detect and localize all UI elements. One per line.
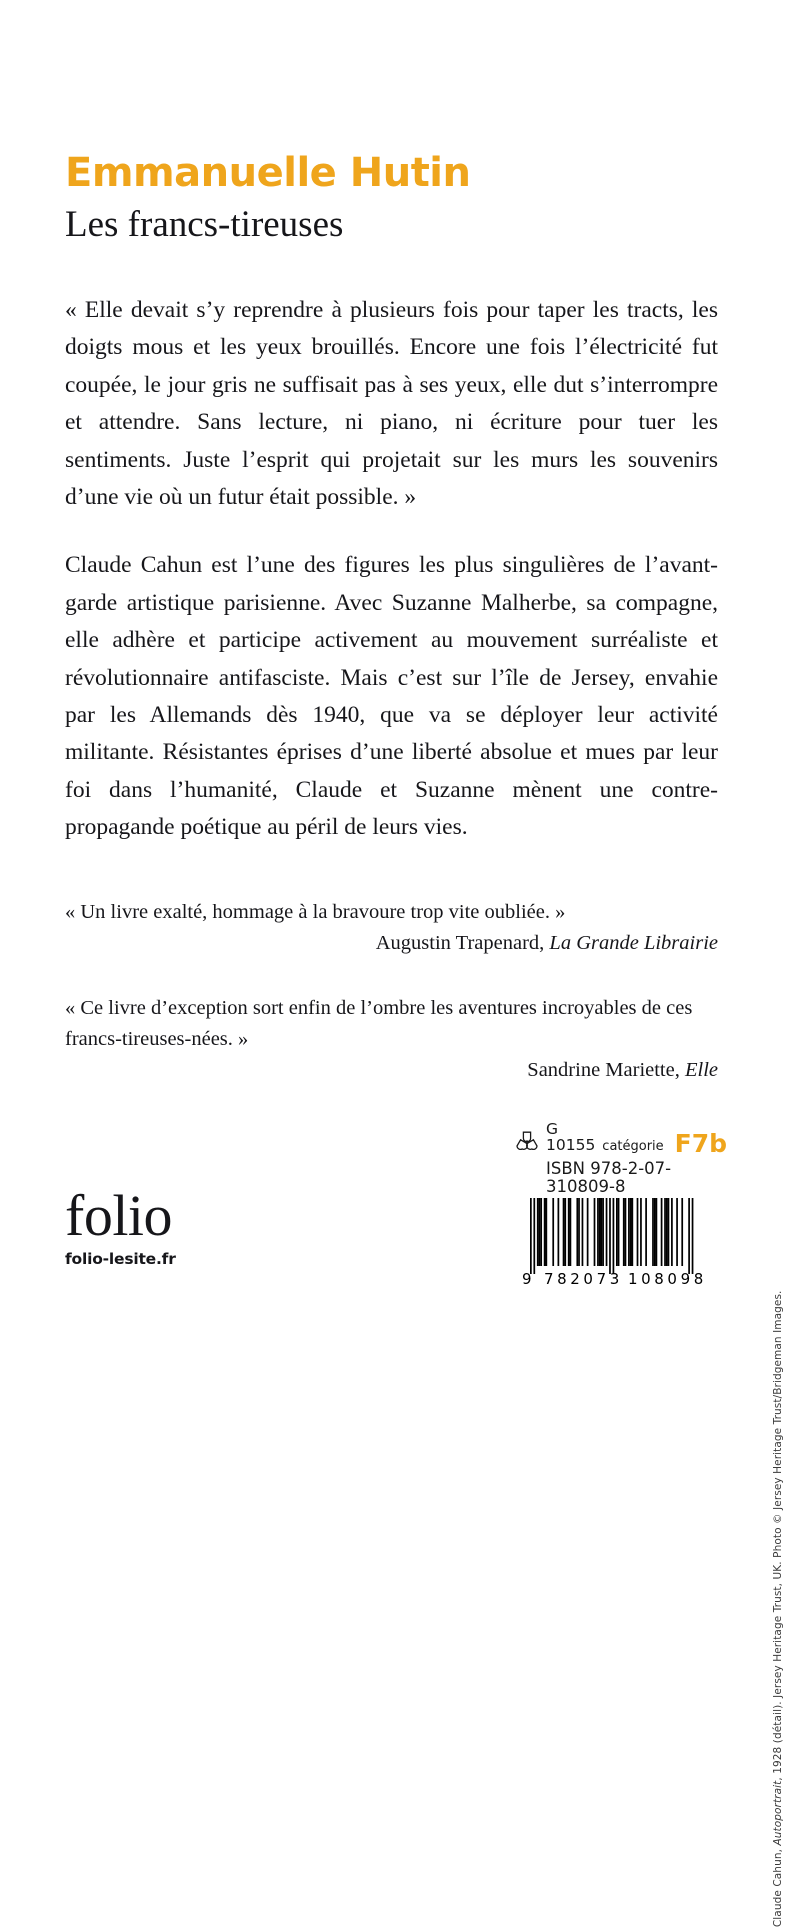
- book-title: Les francs-tireuses: [65, 204, 344, 245]
- photo-credit-prefix: Claude Cahun,: [772, 1845, 785, 1927]
- excerpt-paragraph: « Elle devait s’y reprendre à plusieurs fois pour taper les tracts, les doigts mous et les yeux brouillés. Encore une fois l’électricité fut coupée, le jour gris ne suffisait pas à ses yeux, elle dut s’interrompre et attendre. Sans lecture, ni piano, ni écriture pour tuer les sentiments. Juste l’esprit qui projetait sur les murs les souvenirs d’une vie où un futur était possible. »: [65, 297, 718, 511]
- press-review-1-reviewer: Augustin Trapenard,: [375, 932, 545, 954]
- back-cover-copy: [65, 292, 718, 847]
- imprint-reference-row: [515, 1120, 728, 1158]
- press-review-2-outlet: Elle: [684, 1059, 718, 1081]
- press-review-2-quote: « Ce livre d’exception sort enfin de l’ombre les aventures incroyables de ces francs-tireuses-nées. »: [65, 997, 693, 1050]
- catalogue-reference: G 10155: [546, 1120, 596, 1154]
- photo-credit-suffix: , 1928 (détail). Jersey Heritage Trust, UK. Photo © Jersey Heritage Trust/Bridgeman Images.: [772, 1290, 785, 1781]
- gallimard-trefoil-icon: [515, 1130, 539, 1156]
- folio-logo: [65, 1183, 176, 1269]
- barcode-graphic: [518, 1196, 718, 1288]
- isbn-number: ISBN 978-2-07-310809-8: [546, 1159, 672, 1197]
- press-review-2-attribution: [65, 1055, 718, 1086]
- photo-credit: [774, 1290, 785, 1927]
- press-review-2-reviewer: Sandrine Mariette,: [527, 1059, 680, 1081]
- cover-header: [65, 152, 625, 246]
- press-review-1-outlet: La Grande Librairie: [549, 932, 718, 954]
- barcode-digit-left: 9: [522, 1270, 532, 1288]
- folio-wordmark: folio: [65, 1183, 173, 1248]
- press-review-2: [65, 993, 718, 1086]
- synopsis-paragraph: Claude Cahun est l’une des figures les plus singulières de l’avant-garde artistique parisienne. Avec Suzanne Malherbe, sa compagne, elle adhère et participe activement au mouvement surréaliste et révolutionnaire antifasciste. Mais c’est sur l’île de Jersey, envahie par les Allemands dès 1940, que va se déployer leur activité militante. Résistantes éprises d’une liberté absolue et mues par leur foi dans l’humanité, Claude et Suzanne mènent une contre-propagande poétique au péril de leurs vies.: [65, 552, 718, 841]
- press-review-1-quote: « Un livre exalté, hommage à la bravoure trop vite oubliée. »: [65, 901, 566, 923]
- photo-credit-work-title: Autoportrait: [772, 1780, 785, 1846]
- category-code: F7b: [674, 1129, 728, 1158]
- category-label: catégorie: [602, 1139, 664, 1154]
- paragraph-spacer: [65, 516, 718, 547]
- barcode-digits-left-group: 782073: [544, 1270, 623, 1288]
- author-name: Emmanuelle Hutin: [65, 150, 471, 196]
- imprint-block: [515, 1120, 728, 1197]
- ean13-barcode: [518, 1196, 718, 1288]
- press-review-1: [65, 897, 718, 959]
- folio-website-url: folio-lesite.fr: [65, 1250, 176, 1269]
- barcode-digits-right-group: 108098: [628, 1270, 707, 1288]
- press-review-1-attribution: [65, 928, 718, 959]
